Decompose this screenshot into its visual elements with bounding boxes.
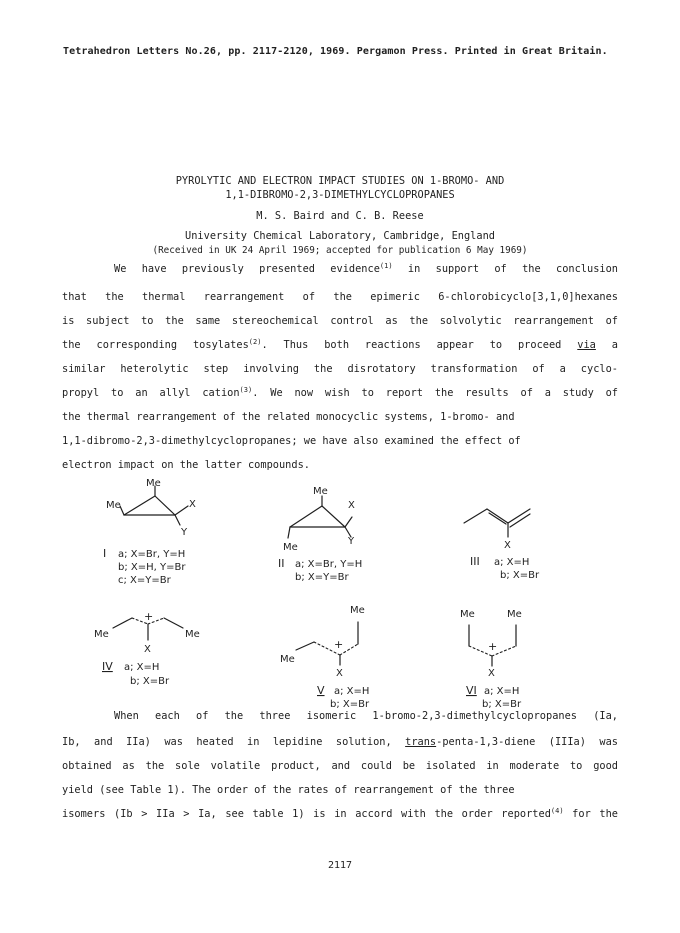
label-me: Me: [106, 500, 121, 511]
para1-line-2: that the thermal rearrangement of the epimeric 6-chlorobicyclo[3,1,0]hexanes: [62, 291, 618, 303]
compound-IV: [94, 610, 200, 687]
label-me: Me: [146, 478, 161, 489]
label-x: X: [144, 644, 151, 655]
para1-line-6: propyl to an allyl cation$^{(3)}$. We now wish to report the results of a study of: [62, 386, 619, 399]
label-me: Me: [507, 609, 522, 620]
label-y: Y: [348, 536, 355, 547]
title-line-1: PYROLYTIC AND ELECTRON IMPACT STUDIES ON 1-BROMO- AND: [175, 175, 505, 187]
ref-3: (3): [239, 386, 253, 394]
para2-line-1: When each of the three isomeric 1-bromo-2,3-dimethylcyclopropanes (Ia,: [114, 710, 618, 722]
compound-I: [103, 478, 196, 586]
cation-plus: +: [334, 638, 344, 651]
ref-1: (1): [379, 262, 393, 270]
ref-4: (4): [550, 807, 564, 815]
para1-line-9: electron impact on the latter compounds.: [62, 459, 310, 471]
compound-VI-a: a; X=H: [484, 686, 520, 697]
label-x: X: [488, 668, 495, 679]
compound-V-b: b; X=Br: [330, 699, 370, 710]
label-me: Me: [280, 654, 295, 665]
compound-VI: [460, 609, 522, 710]
para1-line-8: 1,1-dibromo-2,3-dimethylcyclopropanes; we have also examined the effect of: [62, 435, 521, 447]
label-x: X: [348, 500, 355, 511]
compound-I-b: b; X=H, Y=Br: [118, 562, 186, 573]
para1-line-4: the corresponding tosylates$^{(2)}$. Thus both reactions appear to proceed via a: [62, 338, 618, 351]
numeral-VI: VI: [466, 684, 477, 697]
title-line-2: 1,1-DIBROMO-2,3-DIMETHYLCYCLOPROPANES: [225, 189, 455, 201]
label-x: X: [504, 540, 511, 551]
received-note: (Received in UK 24 April 1969; accepted for publication 6 May 1969): [152, 245, 528, 256]
para1-line-7: the thermal rearrangement of the related monocyclic systems, 1-bromo- and: [62, 411, 515, 423]
compound-I-a: a; X=Br, Y=H: [118, 549, 186, 560]
para2-line-4: yield (see Table 1). The order of the rates of rearrangement of the three: [62, 784, 515, 796]
para2-line-5: isomers (Ib > IIa > Ia, see table 1) is in accord with the order reported$^{(4)}$ for the: [62, 807, 618, 820]
label-me: Me: [94, 629, 109, 640]
numeral-IV: IV: [102, 660, 113, 673]
page-number: 2117: [327, 860, 353, 871]
para2-line-2: Ib, and IIa) was heated in lepidine solution, trans-penta-1,3-diene (IIIa) was: [62, 736, 618, 748]
compound-III-a: a; X=H: [494, 557, 530, 568]
cation-plus: +: [144, 610, 154, 623]
para2-line-3: obtained as the sole volatile product, and could be isolated in moderate to good: [62, 760, 618, 772]
label-me: Me: [313, 486, 328, 497]
compound-I-c: c; X=Y=Br: [118, 575, 171, 586]
label-me: Me: [185, 629, 200, 640]
label-me: Me: [283, 542, 298, 553]
numeral-III: III: [470, 555, 480, 568]
compound-II: [278, 486, 362, 583]
numeral-I: I: [103, 547, 107, 560]
compound-II-b: b; X=Y=Br: [295, 572, 349, 583]
para1-line-5: similar heterolytic step involving the disrotatory transformation of a cyclo-: [62, 363, 618, 375]
compound-V: [280, 605, 370, 710]
numeral-II: II: [278, 557, 285, 570]
compound-IV-a: a; X=H: [124, 662, 160, 673]
ref-2: (2): [248, 338, 262, 346]
journal-header: Tetrahedron Letters No.26, pp. 2117-2120, 1969. Pergamon Press. Printed in Great Britain.: [63, 46, 608, 57]
label-x: X: [336, 668, 343, 679]
label-me: Me: [460, 609, 475, 620]
compound-III: [464, 509, 540, 581]
para1-line-1: We have previously presented evidence$^{(1)}$ in support of the conclusion: [114, 262, 619, 275]
compound-IV-b: b; X=Br: [130, 676, 170, 687]
label-me: Me: [350, 605, 365, 616]
label-y: Y: [181, 527, 188, 538]
compound-VI-b: b; X=Br: [482, 699, 522, 710]
label-x: X: [189, 499, 196, 510]
numeral-V: V: [317, 684, 325, 697]
compound-II-a: a; X=Br, Y=H: [295, 559, 363, 570]
compound-V-a: a; X=H: [334, 686, 370, 697]
para1-line-3: is subject to the same stereochemical control as the solvolytic rearrangement of: [62, 315, 618, 327]
compound-III-b: b; X=Br: [500, 570, 540, 581]
authors: M. S. Baird and C. B. Reese: [256, 210, 424, 222]
affiliation: University Chemical Laboratory, Cambridge, England: [185, 230, 495, 242]
cation-plus: +: [488, 640, 498, 653]
